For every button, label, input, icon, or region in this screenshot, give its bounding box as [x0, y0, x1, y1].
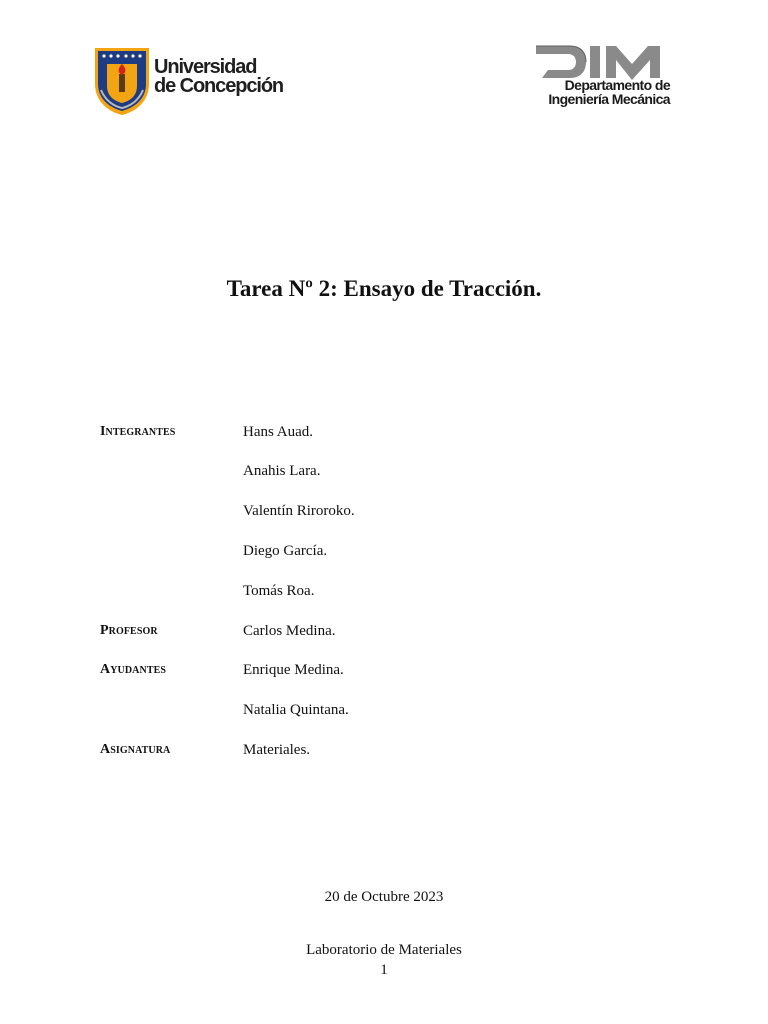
- course-name: Laboratorio de Materiales: [306, 942, 462, 958]
- dim-logo: [530, 42, 670, 114]
- dim-wordmark-line2: Ingeniería Mecánica: [548, 91, 670, 107]
- integrante-5: Tomás Roa.: [243, 583, 315, 599]
- ayudante-1: Enrique Medina.: [243, 662, 344, 678]
- integrantes-label: Integrantes: [100, 424, 176, 439]
- udec-logo: [93, 46, 284, 116]
- profesor-name: Carlos Medina.: [243, 623, 336, 639]
- ayudante-2: Natalia Quintana.: [243, 702, 349, 718]
- page-number: 1: [380, 962, 388, 978]
- dim-mark-icon: [534, 42, 664, 82]
- document-date: 20 de Octubre 2023: [324, 889, 444, 905]
- document-title: Tarea Nº 2: Ensayo de Tracción.: [226, 276, 542, 301]
- udec-shield-icon: [93, 46, 151, 116]
- integrante-1: Hans Auad.: [243, 424, 313, 440]
- integrante-4: Diego García.: [243, 543, 328, 559]
- dim-wordmark-line1: Departamento de: [564, 77, 670, 93]
- ayudantes-label: Ayudantes: [100, 662, 167, 677]
- udec-wordmark-line1: Universidad: [154, 56, 257, 78]
- asignatura-label: Asignatura: [100, 742, 171, 757]
- udec-wordmark: [154, 58, 283, 96]
- dim-wordmark: [538, 78, 670, 106]
- integrante-2: Anahis Lara.: [243, 463, 321, 479]
- udec-wordmark-line2: de Concepción: [154, 75, 284, 97]
- profesor-label: Profesor: [100, 623, 158, 638]
- asignatura-value: Materiales.: [243, 742, 311, 758]
- integrante-3: Valentín Riroroko.: [243, 503, 355, 519]
